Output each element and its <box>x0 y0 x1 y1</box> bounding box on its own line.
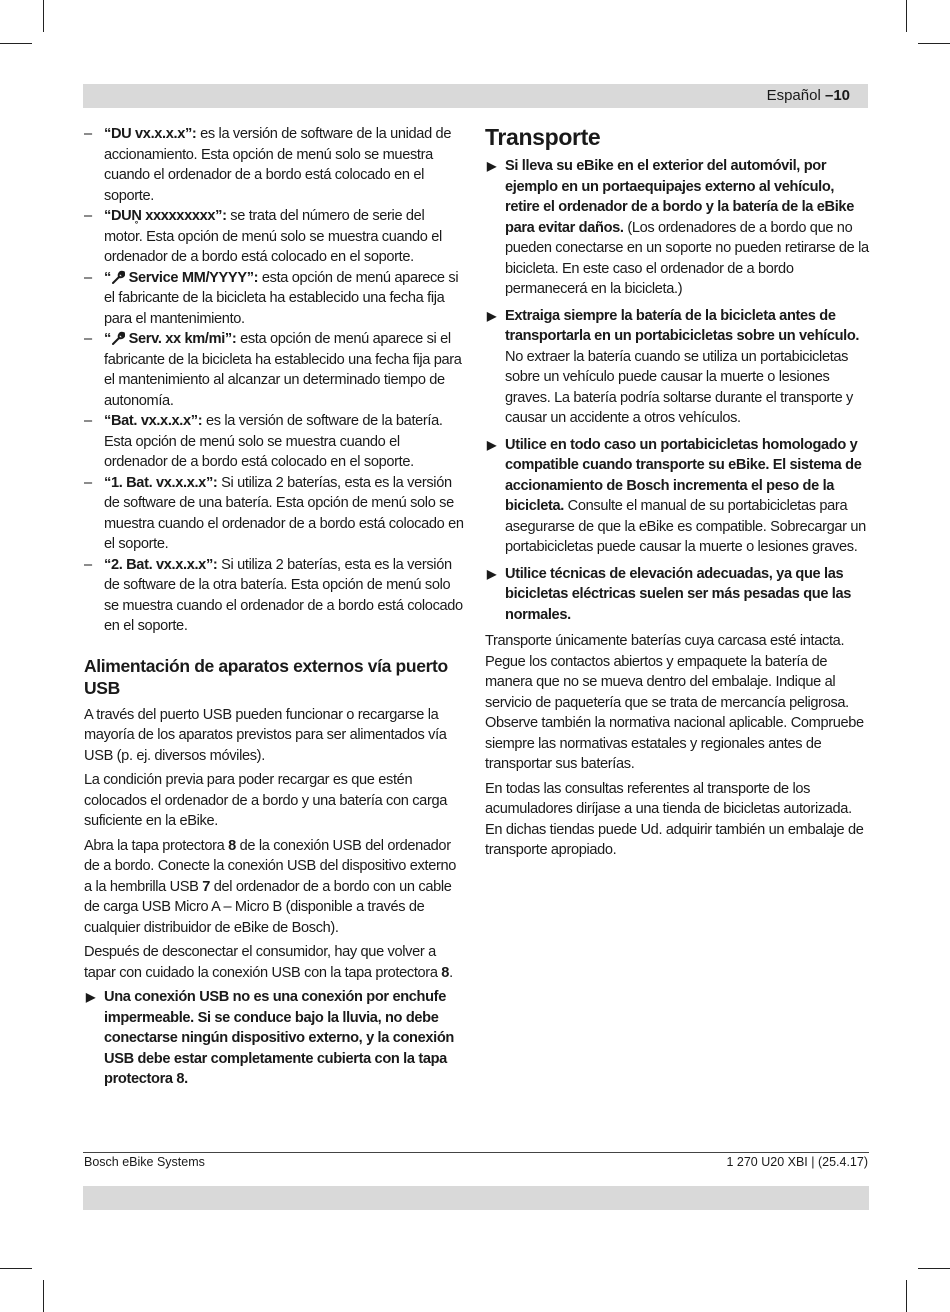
menu-item-key: “2. Bat. vx.x.x.x”: <box>104 556 218 573</box>
crop-mark <box>918 43 950 44</box>
text-run: . <box>449 964 453 981</box>
menu-item-text: es la versión de software de la batería. Esta opción de menú solo se muestra cuando el ordenador de a bordo está colocado en el soporte. <box>104 413 443 470</box>
menu-item-text: es la versión de software de la unidad de accionamiento. Esta opción de menú solo se muestra cuando el ordenador de a bordo está colocado en el soporte. <box>104 126 452 204</box>
menu-item-service-km <box>84 329 465 411</box>
text-run: Abra la tapa protectora <box>84 837 229 854</box>
menu-item-key: “DU vx.x.x.x”: <box>104 126 197 142</box>
transport-warning-2 <box>485 306 869 429</box>
transport-heading: Transporte <box>485 124 601 150</box>
menu-item-key: “Bat. vx.x.x.x”: <box>104 413 203 429</box>
right-column <box>485 124 869 865</box>
menu-item-key-suffix: xxxxxxxxx”: <box>141 208 227 224</box>
page-header <box>83 84 868 108</box>
dash-marker: – <box>84 269 92 286</box>
warning-bold: Utilice técnicas de elevación adecuadas, ya que las bicicletas eléctricas suelen ser más pesadas que las normales. <box>505 565 852 623</box>
crop-mark <box>906 1280 907 1312</box>
ref-number: 8 <box>441 964 450 981</box>
usb-paragraph-2: La condición previa para poder recargar es que estén colocados el ordenador de a bordo y una batería con carga suficiente en la eBike. <box>84 772 447 829</box>
transport-warning-1 <box>485 156 869 300</box>
warning-normal: (Los ordenadores de a bordo que no pueden conectarse en un soporte no pueden retirarse de la bicicleta. En este caso el ordenador de a bordo permanecerá en la bicicleta.) <box>505 219 869 297</box>
triangle-bullet-icon: ▶ <box>487 437 496 452</box>
warning-text: Una conexión USB no es una conexión por enchufe impermeable. Si se conduce bajo la lluvia, no debe conectarse ningún dispositivo externo, y la conexión USB debe estar completamente cubierta con la tapa protectora 8. <box>104 989 454 1087</box>
crop-mark <box>0 1268 32 1269</box>
menu-item-text: Si utiliza 2 baterías, esta es la versión de software de la otra batería. Esta opción de menú solo se muestra cuando el ordenador de a bordo está colocado en el soporte. <box>104 556 463 634</box>
warning-normal: Consulte el manual de su portabicicletas para asegurarse de que la eBike es compatible. Sobrecargar un portabicicletas puede causar la muerte o lesiones graves. <box>505 498 866 555</box>
dash-marker: – <box>84 126 92 142</box>
crop-mark <box>43 1280 44 1312</box>
dash-marker: – <box>84 331 92 347</box>
menu-item-text: esta opción de menú aparece si el fabricante de la bicicleta ha establecido una fecha fija para el mantenimiento. <box>104 269 459 327</box>
transport-paragraph-1: Transporte únicamente baterías cuya carcasa esté intacta. Pegue los contactos abiertos y empaquete la batería de manera que no se mueva dentro del embalaje. Indique al servicio de paquetería que se trata de mercancía peligrosa. Observe también la normativa nacional aplicable. Compruebe siempre las normativas estatales y regionales antes de transportar sus baterías. <box>485 633 864 772</box>
serial-symbol-icon: N̥ <box>131 208 142 224</box>
triangle-bullet-icon: ▶ <box>487 159 496 173</box>
menu-item-text: esta opción de menú aparece si el fabricante de la bicicleta ha establecido una fecha fija para el mantenimiento al alcanzar un determinado tiempo de autonomía. <box>104 331 462 409</box>
menu-item-key: “ <box>104 331 111 347</box>
text-run: del ordenador de a bordo con un cable de carga USB Micro A – Micro B (disponible a través de cualquier distribuidor de eBike de Bosch). <box>84 878 452 936</box>
footer-doc-id: 1 270 U20 XBI | (25.4.17) <box>726 1155 868 1169</box>
warning-bold: Extraiga siempre la batería de la bicicleta antes de transportarla en un portabicicletas sobre un vehículo. <box>505 307 860 344</box>
menu-item-text: se trata del número de serie del motor. Esta opción de menú solo se muestra cuando el ordenador de a bordo está colocado en el soporte. <box>104 208 442 265</box>
menu-item-key: “1. Bat. vx.x.x.x”: <box>104 474 218 491</box>
text-run: Después de desconectar el consumidor, hay que volver a tapar con cuidado la conexión USB con la tapa protectora <box>84 944 442 981</box>
footer-divider <box>83 1152 869 1153</box>
header-separator: – <box>824 87 834 104</box>
crop-mark <box>918 1268 950 1269</box>
left-column <box>84 124 465 1090</box>
dash-marker: – <box>84 413 92 429</box>
header-label <box>767 87 850 104</box>
footer-publisher: Bosch eBike Systems <box>84 1155 205 1169</box>
usb-paragraph-4 <box>84 942 465 983</box>
triangle-bullet-icon: ▶ <box>487 308 496 323</box>
transport-warning-3 <box>485 435 869 558</box>
crop-mark <box>0 43 32 44</box>
menu-item-key-suffix: Service MM/YYYY”: <box>124 269 259 286</box>
menu-item-bat2-version <box>84 555 465 637</box>
ref-number: 8 <box>228 837 236 854</box>
transport-paragraph-2: En todas las consultas referentes al transporte de los acumuladores diríjase a una tienda de bicicletas autorizada. En dichas tiendas puede Ud. adquirir también un embalaje de transporte apropiado. <box>485 780 864 858</box>
warning-normal: No extraer la batería cuando se utiliza un portabicicletas sobre un vehículo puede causar la muerte o lesiones graves. La batería podría soltarse durante el transporte y causar un accidente a otros vehículos. <box>505 348 854 426</box>
menu-item-bat-version <box>84 411 465 473</box>
triangle-bullet-icon: ▶ <box>487 566 496 581</box>
menu-item-du-serial <box>84 206 465 268</box>
usb-paragraph-1: A través del puerto USB pueden funcionar o recargarse la mayoría de los aparatos previstos para ser alimentados vía USB (p. ej. diversos móviles). <box>84 706 447 764</box>
warning-bold: Si lleva su eBike en el exterior del automóvil, por ejemplo en un portaequipajes externo al vehículo, retire el ordenador de a bordo y la batería de la eBike para evitar daños. <box>505 158 854 236</box>
header-language: Español <box>766 87 821 104</box>
wrench-icon <box>111 270 125 284</box>
menu-item-du-version <box>84 124 465 206</box>
text-run: de la conexión USB del ordenador de a bordo. Conecte la conexión USB del dispositivo externo a la hembrilla USB <box>84 837 456 895</box>
wrench-icon <box>111 331 125 345</box>
menu-item-key-suffix: Serv. xx km/mi”: <box>124 331 237 347</box>
usb-section-heading: Alimentación de aparatos externos vía puerto USB <box>84 655 448 698</box>
dash-marker: – <box>84 556 92 573</box>
usb-warning <box>84 987 465 1090</box>
menu-item-key: “ <box>104 269 111 286</box>
ref-number: 7 <box>202 878 211 895</box>
transport-warning-4 <box>485 564 869 626</box>
dash-marker: – <box>84 208 92 224</box>
usb-paragraph-3 <box>84 836 465 939</box>
menu-item-service-date <box>84 268 465 330</box>
crop-mark <box>906 0 907 32</box>
triangle-bullet-icon: ▶ <box>86 990 95 1004</box>
page-number: 10 <box>833 87 850 104</box>
crop-mark <box>43 0 44 32</box>
footer-bar <box>83 1186 869 1210</box>
menu-item-text: Si utiliza 2 baterías, esta es la versión de software de una batería. Esta opción de menú solo se muestra cuando el ordenador de a bordo está colocado en el soporte. <box>104 474 464 552</box>
menu-item-key: “DU <box>104 208 132 224</box>
warning-bold: Utilice en todo caso un portabicicletas homologado y compatible cuando transporte su eBike. El sistema de accionamiento de Bosch incrementa el peso de la bicicleta. <box>505 436 862 514</box>
menu-item-bat1-version <box>84 473 465 555</box>
dash-marker: – <box>84 474 92 491</box>
